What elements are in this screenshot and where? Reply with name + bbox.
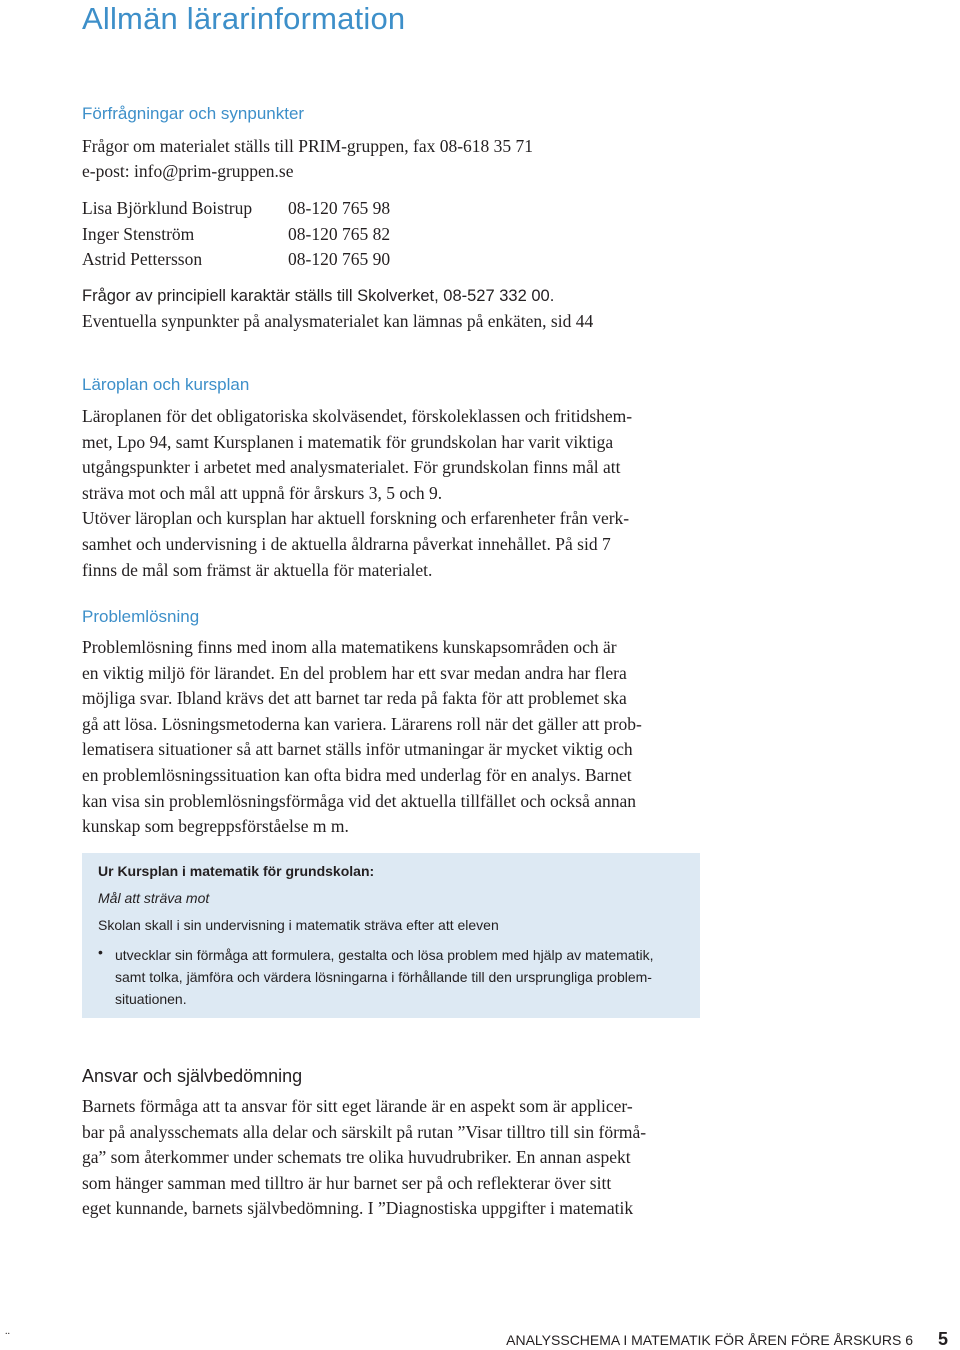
bullet-line: utvecklar sin förmåga att formulera, gestalta och lösa problem med hjälp av matematik, — [115, 947, 654, 963]
contact-row — [82, 196, 390, 222]
footer-mark: .. — [5, 1326, 10, 1337]
inquiries-heading: Förfrågningar och synpunkter — [82, 104, 305, 123]
principle-questions-line: Frågor av principiell karaktär ställs till Skolverket, 08-527 332 00. — [82, 287, 555, 305]
contact-row — [82, 222, 390, 248]
text-line: Problemlösning finns med inom alla matematikens kunskapsområden och är — [82, 637, 617, 657]
contact-phone: 08-120 765 98 — [288, 198, 391, 218]
page-number: 5 — [937, 1329, 948, 1349]
contact-name: Inger Stenström — [82, 223, 195, 244]
text-line: kunskap som begreppsförståelse m m. — [82, 816, 349, 837]
curriculum-paragraph — [82, 404, 632, 583]
text-line: Utöver läroplan och kursplan har aktuell forskning och erfarenheter från verk- — [82, 508, 630, 529]
text-line: bar på analysschemats alla delar och särskilt på rutan ”Visar tilltro till sin förmå- — [82, 1121, 647, 1142]
contact-phone: 08-120 765 90 — [288, 249, 391, 269]
page-title: Allmän lärarinformation — [82, 1, 406, 36]
text-line: sträva mot och mål att uppnå för årskurs 3, 5 och 9. — [82, 482, 443, 503]
curriculum-heading: Läroplan och kursplan — [82, 375, 250, 394]
text-line: lematisera situationer så att barnet ställs inför utmaningar är mycket viktig och — [82, 739, 633, 760]
text-line: met, Lpo 94, samt Kursplanen i matematik för grundskolan har varit viktiga — [82, 431, 614, 452]
syllabus-box-intro: Skolan skall i sin undervisning i matematik sträva efter att eleven — [98, 917, 499, 933]
syllabus-box-title: Ur Kursplan i matematik för grundskolan: — [98, 863, 375, 879]
text-line: ga” som återkommer under schemats tre olika huvudrubriker. En annan aspekt — [82, 1147, 631, 1168]
syllabus-quote-box — [82, 853, 700, 1018]
feedback-line: Eventuella synpunkter på analysmaterialet kan lämnas på enkäten, sid 44 — [82, 311, 594, 331]
bullet-line: situationen. — [115, 991, 187, 1007]
text-line: Barnets förmåga att ta ansvar för sitt eget lärande är en aspekt som är applicer- — [82, 1096, 633, 1116]
responsibility-paragraph — [82, 1094, 646, 1222]
text-line: Läroplanen för det obligatoriska skolväsendet, förskoleklassen och fritidshem- — [82, 406, 633, 426]
text-line: gå att lösa. Lösningsmetoderna kan variera. Lärarens roll när det gäller att prob- — [82, 713, 642, 734]
text-line: eget kunnande, barnets självbedömning. I ”Diagnostiska uppgifter i matematik — [82, 1198, 634, 1219]
problem-solving-heading: Problemlösning — [82, 607, 200, 626]
text-line: en viktig miljö för lärandet. En del problem har ett svar medan andra har flera — [82, 662, 627, 683]
syllabus-box-subtitle: Mål att sträva mot — [98, 890, 210, 906]
text-line: som hänger samman med tilltro är hur barnet ser på och reflekterar över sitt — [82, 1172, 612, 1193]
contact-phone: 08-120 765 82 — [288, 223, 391, 244]
bullet-line: samt tolka, jämföra och värdera lösningarna i förhållande till den ursprungliga problem- — [115, 969, 652, 985]
contact-name: Astrid Pettersson — [82, 249, 203, 269]
contact-row — [82, 247, 390, 273]
contact-list — [82, 196, 390, 273]
text-line: kan visa sin problemlösningsförmåga vid det aktuella tillfället och också annan — [82, 790, 637, 811]
text-line: möjliga svar. Ibland krävs det att barnet tar reda på fakta för att problemet ska — [82, 688, 627, 709]
inquiries-fax-line: Frågor om materialet ställs till PRIM-gruppen, fax 08-618 35 71 — [82, 136, 534, 156]
responsibility-heading: Ansvar och självbedömning — [82, 1066, 303, 1086]
problem-solving-paragraph — [82, 635, 642, 840]
text-line: en problemlösningssituation kan ofta bidra med underlag för en analys. Barnet — [82, 764, 632, 785]
text-line: samhet och undervisning i de aktuella åldrarna påverkat innehållet. På sid 7 — [82, 533, 611, 554]
footer-document-title: ANALYSSCHEMA I MATEMATIK FÖR ÅREN FÖRE ÅRSKURS 6 — [506, 1332, 913, 1348]
syllabus-bullet-item — [115, 944, 653, 1010]
bullet-icon: • — [98, 944, 103, 960]
inquiries-email-line: e-post: info@prim-gruppen.se — [82, 161, 294, 181]
contact-name: Lisa Björklund Boistrup — [82, 198, 253, 218]
text-line: utgångspunkter i arbetet med analysmaterialet. För grundskolan finns mål att — [82, 457, 621, 478]
text-line: finns de mål som främst är aktuella för materialet. — [82, 559, 433, 580]
